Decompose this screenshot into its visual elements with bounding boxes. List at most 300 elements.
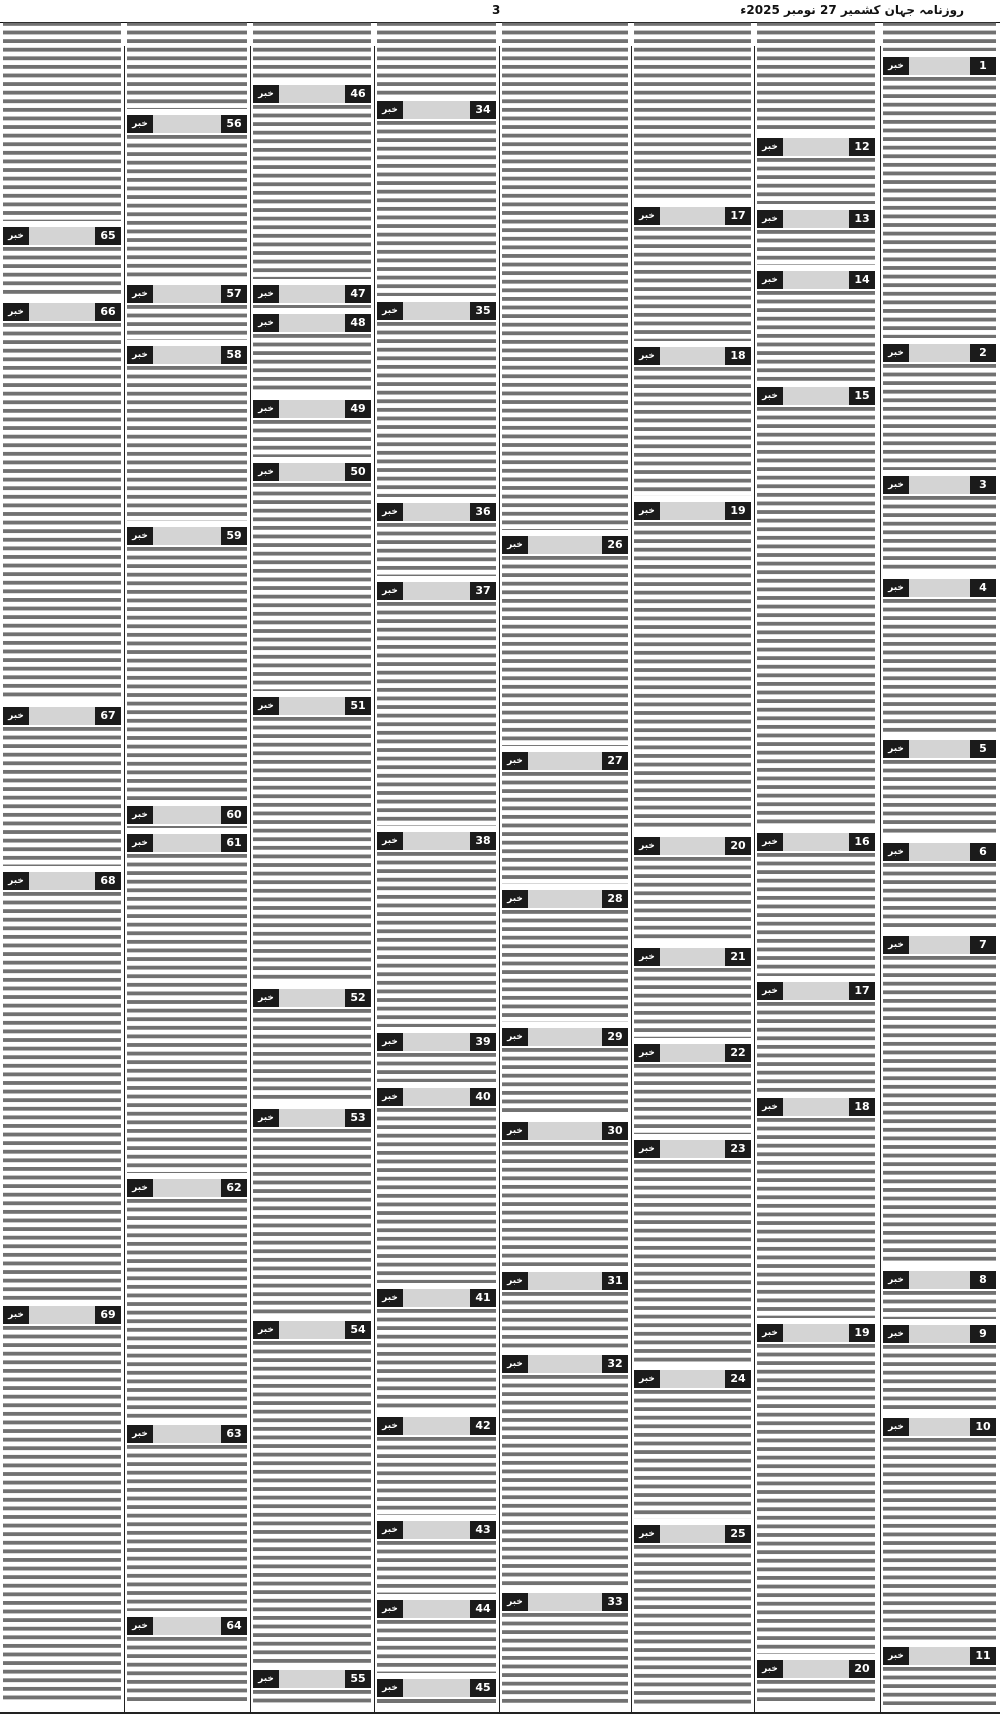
news-item — [757, 138, 875, 204]
news-item-body — [634, 367, 751, 496]
news-item — [253, 989, 371, 1103]
news-item-label: خبر — [883, 579, 909, 597]
news-item — [253, 1109, 371, 1315]
news-item-header — [253, 85, 371, 103]
news-item-label: خبر — [127, 346, 153, 364]
news-item-body — [127, 547, 247, 800]
news-item-body — [377, 852, 496, 1027]
news-item — [883, 476, 996, 573]
news-item-header — [883, 1418, 996, 1436]
news-item-label: خبر — [634, 347, 660, 365]
news-item-header — [127, 346, 247, 364]
column-rule — [124, 46, 125, 1712]
news-item — [253, 285, 371, 308]
news-item-number: 4 — [970, 579, 996, 597]
news-item-number: 63 — [221, 1425, 247, 1443]
news-item-header — [757, 387, 875, 405]
news-item-body — [3, 323, 121, 701]
news-item-label: خبر — [757, 138, 783, 156]
news-item-body — [757, 230, 875, 265]
news-item-body — [634, 1160, 751, 1364]
news-item-header — [3, 1306, 121, 1324]
news-item-label: خبر — [377, 503, 403, 521]
news-item — [634, 1140, 751, 1364]
news-item-header — [502, 536, 628, 554]
continued-story — [377, 22, 496, 95]
news-item — [883, 57, 996, 338]
news-item-body — [127, 1199, 247, 1419]
news-item-label: خبر — [253, 1670, 279, 1688]
news-item — [883, 1418, 996, 1641]
news-item-body — [883, 1667, 996, 1705]
news-item-number: 68 — [95, 872, 121, 890]
news-item — [377, 1289, 496, 1411]
news-item-number: 46 — [345, 85, 371, 103]
news-item-body — [127, 135, 247, 279]
news-item — [253, 314, 371, 394]
news-item-header — [253, 989, 371, 1007]
news-item-label: خبر — [757, 387, 783, 405]
news-item — [883, 1271, 996, 1319]
news-item — [377, 1088, 496, 1283]
news-item-header — [127, 285, 247, 303]
news-item-header — [757, 833, 875, 851]
news-item-body — [634, 22, 751, 201]
news-item — [634, 502, 751, 831]
news-item — [253, 697, 371, 983]
news-item-label: خبر — [634, 948, 660, 966]
news-item-header — [127, 806, 247, 824]
news-item-number: 1 — [970, 57, 996, 75]
news-item-header — [883, 740, 996, 758]
news-item — [883, 936, 996, 1265]
news-item-body — [253, 420, 371, 457]
news-item — [3, 707, 121, 866]
news-item-label: خبر — [883, 344, 909, 362]
news-item-body — [883, 1438, 996, 1641]
news-item-label: خبر — [634, 207, 660, 225]
news-item — [634, 1525, 751, 1704]
news-item-header — [634, 1525, 751, 1543]
news-item — [634, 948, 751, 1038]
news-item-number: 62 — [221, 1179, 247, 1197]
news-item-label: خبر — [253, 1109, 279, 1127]
news-item-body — [127, 1445, 247, 1611]
news-item-header — [377, 1033, 496, 1051]
column-rule — [631, 46, 632, 1712]
news-item-body — [377, 121, 496, 296]
news-item-label: خبر — [883, 843, 909, 861]
news-item-body — [757, 1118, 875, 1318]
news-item-label: خبر — [3, 303, 29, 321]
news-item-body — [127, 1637, 247, 1704]
news-item-body — [377, 1309, 496, 1411]
news-item-number: 14 — [849, 271, 875, 289]
news-item-number: 36 — [470, 503, 496, 521]
news-item — [634, 347, 751, 496]
news-item-body — [883, 364, 996, 470]
news-item — [502, 1355, 628, 1587]
news-item — [883, 843, 996, 930]
news-item-header — [377, 1417, 496, 1435]
news-item-label: خبر — [757, 982, 783, 1000]
news-column — [253, 22, 371, 1710]
news-item-body — [883, 863, 996, 930]
news-column — [634, 22, 751, 1710]
news-item — [757, 1660, 875, 1704]
news-item-body — [3, 1326, 121, 1704]
news-item-number: 19 — [725, 502, 751, 520]
continued-story — [127, 22, 247, 109]
news-item-number: 32 — [602, 1355, 628, 1373]
news-item-label: خبر — [883, 1271, 909, 1289]
news-item-header — [757, 1324, 875, 1342]
news-item-body — [883, 496, 996, 573]
masthead — [0, 0, 1000, 23]
news-item-label: خبر — [377, 1289, 403, 1307]
news-item-label: خبر — [757, 1660, 783, 1678]
news-item-body — [377, 1620, 496, 1673]
news-columns — [0, 22, 1000, 1714]
continued-story — [502, 22, 628, 530]
news-item-number: 18 — [725, 347, 751, 365]
news-item — [634, 1370, 751, 1519]
news-item — [883, 1647, 996, 1705]
news-item — [127, 1179, 247, 1419]
news-item — [377, 832, 496, 1027]
news-item-label: خبر — [634, 502, 660, 520]
news-item-body — [757, 1680, 875, 1704]
news-item — [253, 400, 371, 457]
news-item-label: خبر — [127, 806, 153, 824]
news-item — [377, 1521, 496, 1594]
news-item-body — [502, 22, 628, 530]
news-item-number: 55 — [345, 1670, 371, 1688]
continued-story — [3, 22, 121, 221]
news-item-header — [634, 347, 751, 365]
news-item-label: خبر — [883, 740, 909, 758]
news-item-body — [634, 227, 751, 341]
news-item-number: 41 — [470, 1289, 496, 1307]
news-item-body — [253, 334, 371, 394]
news-item-body — [3, 727, 121, 866]
news-item — [757, 1098, 875, 1318]
news-item-header — [127, 115, 247, 133]
news-item-header — [377, 1521, 496, 1539]
news-column — [883, 22, 996, 1710]
news-item-label: خبر — [883, 1647, 909, 1665]
news-item-number: 61 — [221, 834, 247, 852]
news-item-number: 44 — [470, 1600, 496, 1618]
news-item-body — [757, 291, 875, 381]
news-item-body — [3, 22, 121, 221]
news-item-header — [127, 834, 247, 852]
news-item-label: خبر — [502, 536, 528, 554]
news-item-body — [883, 77, 996, 338]
news-item-number: 50 — [345, 463, 371, 481]
news-item-number: 35 — [470, 302, 496, 320]
news-item-label: خبر — [634, 1525, 660, 1543]
news-item-body — [253, 305, 371, 308]
news-item-body — [757, 1002, 875, 1092]
news-item-body — [502, 1613, 628, 1703]
news-item-label: خبر — [883, 57, 909, 75]
news-item-number: 37 — [470, 582, 496, 600]
news-item — [3, 1306, 121, 1704]
news-item-label: خبر — [253, 400, 279, 418]
news-item-header — [377, 503, 496, 521]
news-item-body — [757, 158, 875, 204]
news-item — [127, 1617, 247, 1704]
news-item-number: 59 — [221, 527, 247, 545]
news-item — [127, 346, 247, 521]
continued-story — [883, 22, 996, 51]
news-item-body — [634, 522, 751, 831]
news-item — [502, 752, 628, 884]
news-item-body — [253, 483, 371, 691]
news-item-header — [634, 502, 751, 520]
news-item-number: 7 — [970, 936, 996, 954]
news-item-number: 21 — [725, 948, 751, 966]
news-item — [502, 1028, 628, 1116]
news-item-body — [502, 556, 628, 746]
news-column — [502, 22, 628, 1710]
news-item — [757, 1324, 875, 1654]
news-item-number: 3 — [970, 476, 996, 494]
news-item-body — [127, 854, 247, 1173]
continued-story — [757, 22, 875, 132]
news-item-header — [883, 843, 996, 861]
news-item-number: 58 — [221, 346, 247, 364]
news-item-label: خبر — [377, 1521, 403, 1539]
news-item-body — [502, 772, 628, 884]
news-item-label: خبر — [757, 1098, 783, 1116]
news-item-number: 12 — [849, 138, 875, 156]
news-item-number: 57 — [221, 285, 247, 303]
news-item-body — [502, 1142, 628, 1266]
news-item-body — [883, 1291, 996, 1319]
news-item — [634, 1044, 751, 1134]
news-item-body — [377, 1108, 496, 1283]
news-item-number: 56 — [221, 115, 247, 133]
news-item-number: 11 — [970, 1647, 996, 1665]
news-item-body — [883, 1345, 996, 1412]
news-item-header — [377, 1600, 496, 1618]
news-item — [127, 115, 247, 279]
news-item-label: خبر — [253, 285, 279, 303]
news-item-label: خبر — [3, 707, 29, 725]
news-item-header — [502, 1355, 628, 1373]
news-item — [3, 227, 121, 297]
news-item-header — [377, 582, 496, 600]
news-item-number: 54 — [345, 1321, 371, 1339]
news-item-label: خبر — [502, 752, 528, 770]
page-number: 3 — [492, 3, 501, 17]
news-item-number: 69 — [95, 1306, 121, 1324]
news-item-number: 22 — [725, 1044, 751, 1062]
news-item-number: 5 — [970, 740, 996, 758]
news-item-label: خبر — [3, 227, 29, 245]
news-item-header — [377, 1679, 496, 1697]
news-item-label: خبر — [502, 890, 528, 908]
news-item-body — [502, 1048, 628, 1116]
news-item — [127, 806, 247, 828]
news-item-header — [253, 697, 371, 715]
news-item-header — [883, 579, 996, 597]
news-item-number: 34 — [470, 101, 496, 119]
news-item-body — [127, 22, 247, 109]
news-item-header — [253, 1670, 371, 1688]
news-item-body — [253, 1341, 371, 1664]
news-column — [3, 22, 121, 1710]
news-item-header — [127, 527, 247, 545]
news-item-number: 66 — [95, 303, 121, 321]
news-item-header — [377, 832, 496, 850]
news-item-body — [377, 322, 496, 497]
news-item-body — [377, 22, 496, 95]
news-item — [127, 1425, 247, 1611]
news-item-header — [127, 1179, 247, 1197]
news-item-body — [757, 407, 875, 827]
column-rule — [880, 46, 881, 1712]
news-item-number: 10 — [970, 1418, 996, 1436]
news-item-label: خبر — [634, 1140, 660, 1158]
news-item-label: خبر — [253, 989, 279, 1007]
news-item-header — [757, 271, 875, 289]
news-item-header — [757, 210, 875, 228]
news-item-body — [253, 22, 371, 79]
news-item-number: 17 — [725, 207, 751, 225]
news-item-header — [757, 982, 875, 1000]
news-item-header — [634, 207, 751, 225]
news-item-label: خبر — [883, 1325, 909, 1343]
news-item-number: 47 — [345, 285, 371, 303]
news-item — [127, 527, 247, 800]
news-item-header — [634, 1370, 751, 1388]
news-item-body — [634, 1390, 751, 1519]
news-item-header — [253, 1321, 371, 1339]
news-item — [757, 387, 875, 827]
news-item-number: 6 — [970, 843, 996, 861]
news-item-body — [883, 22, 996, 51]
news-item-header — [3, 303, 121, 321]
news-item-body — [634, 968, 751, 1038]
news-item — [757, 271, 875, 381]
news-item-header — [127, 1617, 247, 1635]
news-item-body — [127, 305, 247, 340]
news-item-number: 53 — [345, 1109, 371, 1127]
news-item-body — [377, 1541, 496, 1594]
news-item-label: خبر — [253, 463, 279, 481]
news-item-label: خبر — [377, 1679, 403, 1697]
news-item-label: خبر — [377, 582, 403, 600]
news-item-body — [127, 366, 247, 521]
news-item-number: 15 — [849, 387, 875, 405]
news-item — [253, 463, 371, 691]
news-item-header — [127, 1425, 247, 1443]
news-item-number: 67 — [95, 707, 121, 725]
news-item-body — [377, 523, 496, 576]
news-item-number: 17 — [849, 982, 875, 1000]
news-item-number: 49 — [345, 400, 371, 418]
news-item-label: خبر — [253, 85, 279, 103]
news-item-header — [883, 1271, 996, 1289]
news-item-label: خبر — [634, 1370, 660, 1388]
news-item — [757, 833, 875, 976]
news-item-header — [502, 1593, 628, 1611]
news-item — [634, 207, 751, 341]
news-item — [377, 582, 496, 826]
news-item-number: 31 — [602, 1272, 628, 1290]
news-item-label: خبر — [757, 833, 783, 851]
news-item-number: 26 — [602, 536, 628, 554]
news-item-label: خبر — [883, 936, 909, 954]
news-item-label: خبر — [377, 101, 403, 119]
news-item — [377, 1033, 496, 1082]
news-item-header — [377, 302, 496, 320]
news-item-number: 60 — [221, 806, 247, 824]
news-item-label: خبر — [377, 1088, 403, 1106]
news-item-label: خبر — [502, 1122, 528, 1140]
news-item-body — [377, 1053, 496, 1082]
news-item-header — [883, 936, 996, 954]
news-item-label: خبر — [634, 837, 660, 855]
news-item-body — [377, 1699, 496, 1703]
news-column — [757, 22, 875, 1710]
news-item-label: خبر — [502, 1028, 528, 1046]
news-item-number: 8 — [970, 1271, 996, 1289]
news-item-label: خبر — [883, 1418, 909, 1436]
news-item-number: 39 — [470, 1033, 496, 1051]
news-item-label: خبر — [127, 527, 153, 545]
news-item-label: خبر — [502, 1593, 528, 1611]
news-item — [127, 834, 247, 1173]
news-item-number: 51 — [345, 697, 371, 715]
news-item-label: خبر — [634, 1044, 660, 1062]
news-item-number: 48 — [345, 314, 371, 332]
news-item — [502, 1593, 628, 1703]
news-item-number: 19 — [849, 1324, 875, 1342]
column-rule — [374, 46, 375, 1712]
news-item-body — [253, 717, 371, 983]
news-item-header — [502, 752, 628, 770]
column-rule — [499, 46, 500, 1712]
news-item-number: 16 — [849, 833, 875, 851]
news-item-body — [3, 247, 121, 297]
news-item-label: خبر — [377, 1033, 403, 1051]
news-item — [3, 303, 121, 701]
news-item-header — [634, 1044, 751, 1062]
news-item-body — [757, 22, 875, 132]
news-item-label: خبر — [253, 314, 279, 332]
news-item-body — [634, 1545, 751, 1704]
news-item-body — [377, 602, 496, 826]
news-item — [634, 837, 751, 942]
news-item-header — [757, 138, 875, 156]
news-item-number: 30 — [602, 1122, 628, 1140]
news-item-label: خبر — [127, 115, 153, 133]
news-item-label: خبر — [127, 1179, 153, 1197]
news-item-label: خبر — [127, 1425, 153, 1443]
news-item-body — [3, 892, 121, 1300]
news-item-body — [502, 1292, 628, 1349]
news-item-body — [634, 1064, 751, 1134]
news-item — [127, 285, 247, 340]
news-item — [377, 302, 496, 497]
news-item — [502, 890, 628, 1022]
news-item-number: 28 — [602, 890, 628, 908]
news-item-header — [634, 1140, 751, 1158]
